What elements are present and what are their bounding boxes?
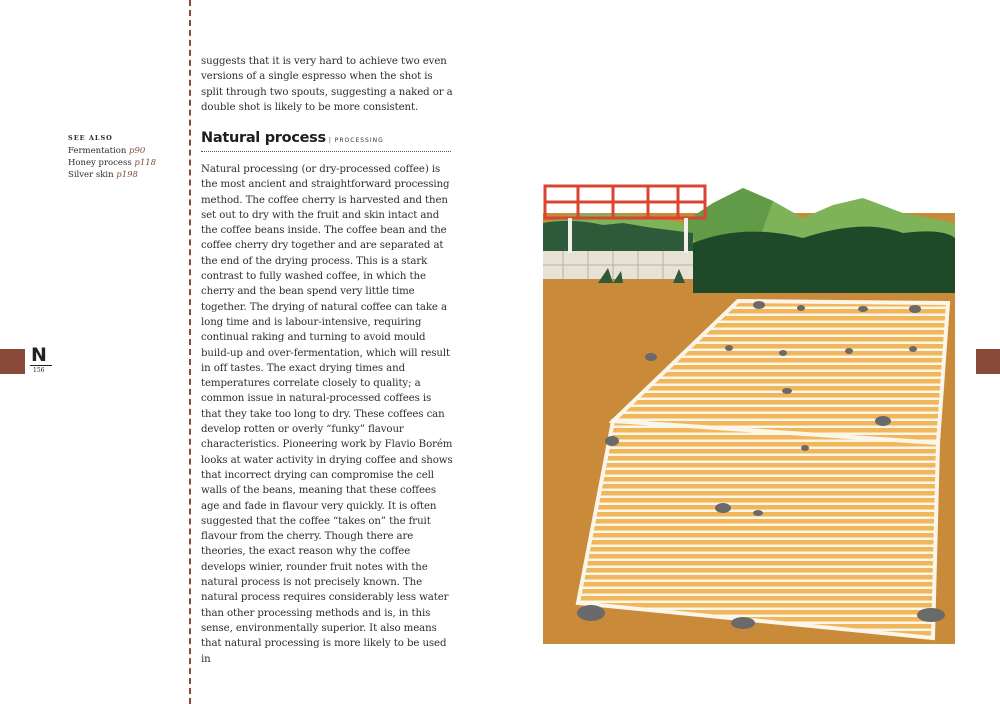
see-also-heading: SEE ALSO (68, 134, 113, 142)
section-letter: N (31, 344, 47, 366)
drying-bed-front (578, 421, 938, 638)
section-tab-right (976, 349, 1000, 374)
see-also-item-honey-process[interactable]: Honey process p118 (68, 158, 157, 168)
entry-subtitle: | PROCESSING (328, 137, 384, 144)
entry-body: Natural processing (or dry-processed coffee) is the most ancient and straightforward processing method. The coffee cherry is harvested and then set out to dry with the fruit and skin intact and the coffee beans inside. The coffee bean and the coffee cherry dry together and are separated at the end of the drying process. This is a stark contrast to fully washed coffee, in which the cherry and the bean spend very little time together. The drying of natural coffee can take a long time and is labour-intensive, requiring continual raking and turning to avoid mould build-up and over-fermentation, which will result in off tastes. The exact drying times and temperatures correlate closely to quality; a common issue in natural-processed coffees is that they take too long to dry. These coffees can develop rotten or overly “funky” flavour characteristics. Pioneering work by Flavio Borém looks at water activity in drying coffee and shows that incorrect drying can compromise the cell walls of the beans, meaning that these coffees age and fade in flavour very quickly. It is often suggested that the coffee “takes on” the fruit flavour from the cherry. Though there are theories, the exact reason why the coffee develops winier, rounder fruit notes with the natural process is not precisely known. The natural process requires considerably less water than other processing methods and is, in this sense, environmentally superior. It also means that natural processing is more likely to be used in (201, 164, 453, 665)
page-gutter-divider (189, 0, 191, 704)
entry-title: Natural process (201, 130, 326, 146)
continued-paragraph: suggests that it is very hard to achieve two even versions of a single espresso when the shot is split through two spouts, suggesting a naked or a double shot is likely to be more consistent. (201, 56, 453, 113)
coffee-drying-illustration (543, 183, 955, 644)
see-also-item-silver-skin[interactable]: Silver skin p198 (68, 170, 138, 180)
heading-dotted-rule (201, 151, 451, 152)
page-number: 156 (33, 367, 45, 374)
section-tab-left (0, 349, 25, 374)
hedge-right (693, 227, 955, 293)
entry-heading (201, 127, 451, 146)
see-also-box (68, 132, 186, 181)
see-also-item-fermentation[interactable]: Fermentation p90 (68, 146, 146, 156)
page-number-rule (30, 365, 52, 366)
